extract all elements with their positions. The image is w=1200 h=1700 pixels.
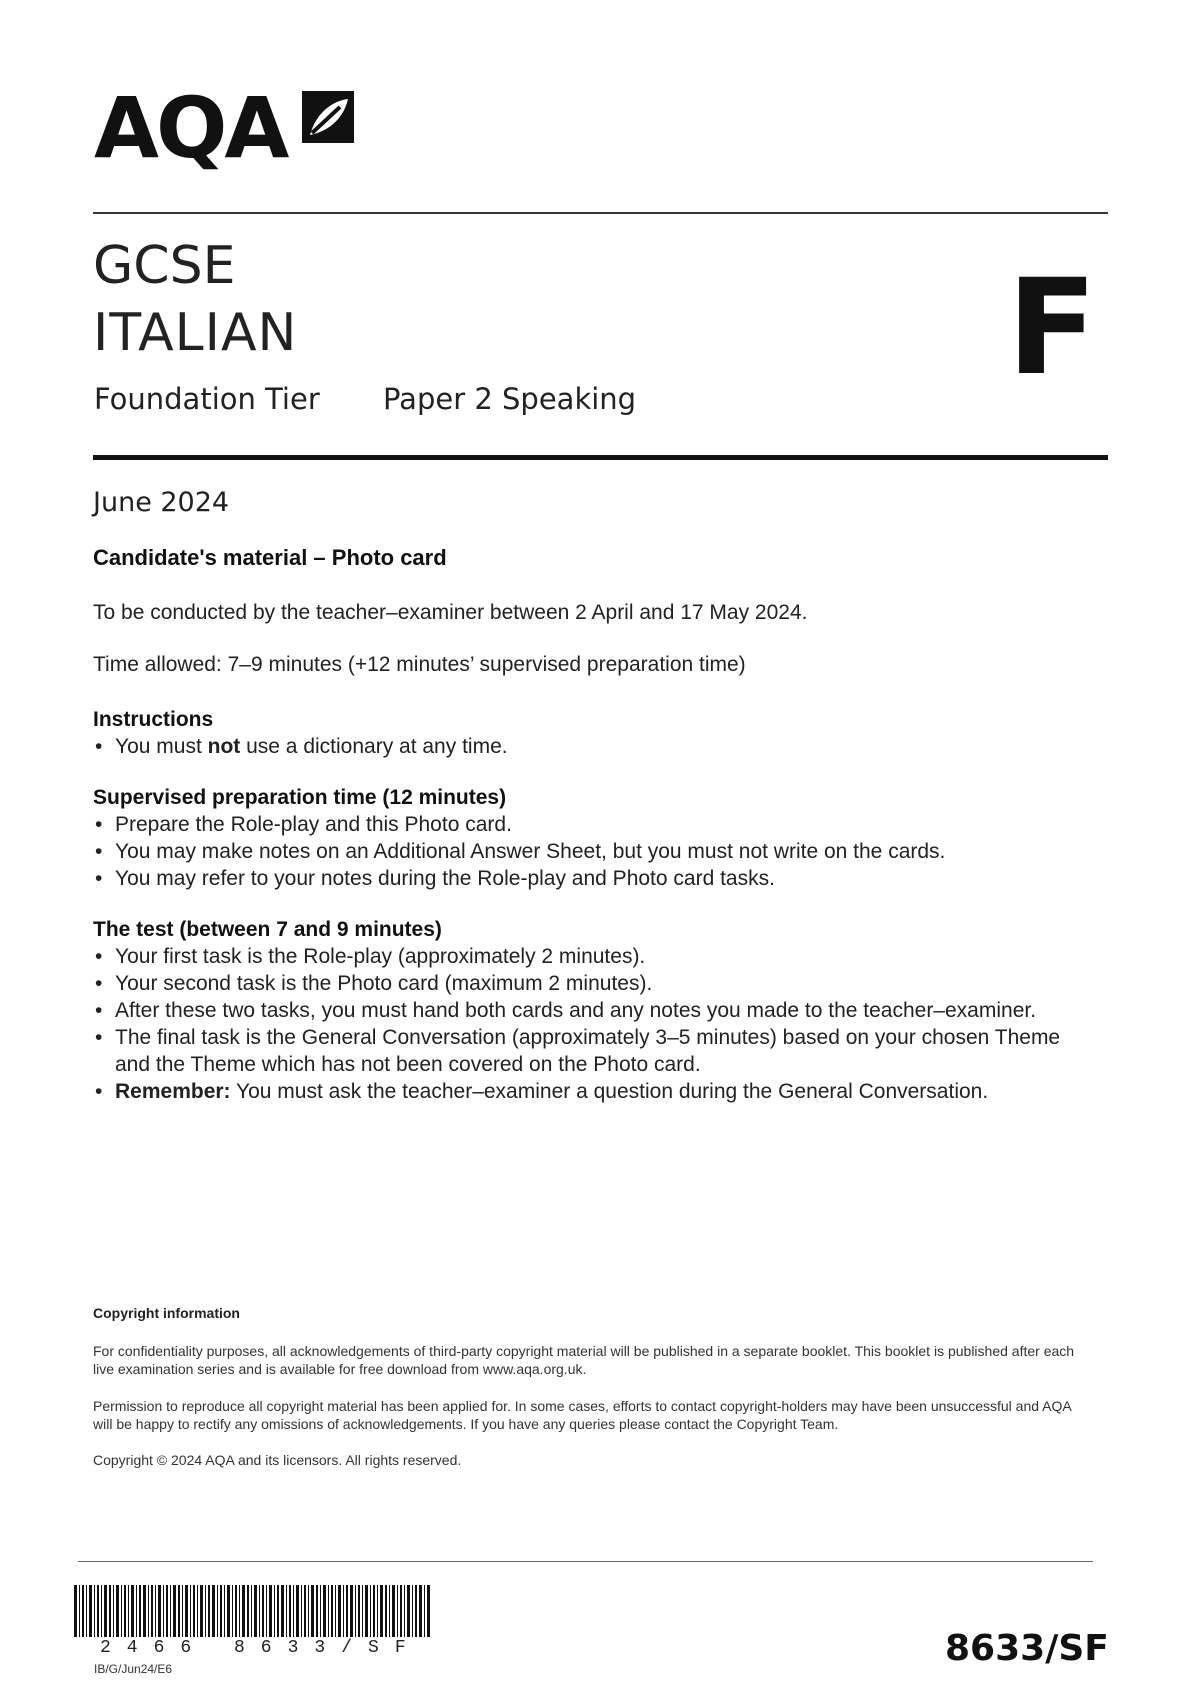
aqa-leaf-icon	[300, 89, 356, 145]
conduct-note: To be conducted by the teacher–examiner between 2 April and 17 May 2024.	[93, 601, 808, 624]
logo-text: AQA	[94, 79, 287, 177]
copyright-heading: Copyright information	[93, 1305, 240, 1321]
list-item: • After these two tasks, you must hand both cards and any notes you made to the teacher–examiner.	[93, 997, 1113, 1024]
list-item: • You may make notes on an Additional Answer Sheet, but you must not write on the cards.	[93, 838, 1113, 865]
paper-code: 8633/SF	[945, 1628, 1109, 1669]
instructions-list	[93, 733, 1113, 760]
footer-divider	[78, 1561, 1093, 1562]
test-list	[93, 943, 1113, 1105]
preparation-list	[93, 811, 1113, 892]
top-divider	[93, 212, 1108, 214]
instructions-heading: Instructions	[93, 708, 214, 731]
list-item: • The final task is the General Conversation (approximately 3–5 minutes) based on your chosen Theme and the Theme which has not been covered on the Photo card.	[93, 1024, 1075, 1078]
header-divider	[93, 455, 1108, 460]
test-section	[93, 916, 1113, 1105]
list-item: • Remember: You must ask the teacher–examiner a question during the General Conversation.	[93, 1078, 1113, 1105]
barcode-digits: 2466 8633/SF	[100, 1638, 422, 1658]
barcode	[74, 1585, 434, 1637]
list-item: • Prepare the Role-play and this Photo card.	[93, 811, 1113, 838]
tier-letter: F	[1007, 251, 1098, 405]
qualification-title: GCSE	[93, 236, 236, 296]
material-title: Candidate's material – Photo card	[93, 545, 447, 570]
instructions-section	[93, 706, 1113, 760]
list-item: • Your second task is the Photo card (maximum 2 minutes).	[93, 970, 1113, 997]
exam-date: June 2024	[93, 487, 230, 518]
copyright-para-2: Permission to reproduce all copyright material has been applied for. In some cases, efforts to contact copyright-holders may have been unsuccessful and AQA will be happy to rectify any omissions of acknowledgements. If you have any queries please contact the Copyright Team.	[93, 1398, 1071, 1432]
subject-title: ITALIAN	[93, 303, 298, 363]
time-allowed: Time allowed: 7–9 minutes (+12 minutes’ supervised preparation time)	[93, 653, 746, 676]
preparation-section	[93, 784, 1113, 892]
list-item: • Your first task is the Role-play (approximately 2 minutes).	[93, 943, 1113, 970]
paper-label: Paper 2 Speaking	[383, 382, 637, 416]
copyright-para-1: For confidentiality purposes, all acknowledgements of third-party copyright material will be published in a separate booklet. This booklet is published after each live examination series and is available for free download from www.aqa.org.uk.	[93, 1343, 1075, 1377]
preparation-heading: Supervised preparation time (12 minutes)	[93, 786, 507, 809]
aqa-logo	[94, 79, 287, 177]
ib-code: IB/G/Jun24/E6	[94, 1662, 173, 1676]
list-item: • You may refer to your notes during the Role-play and Photo card tasks.	[93, 865, 1113, 892]
list-item: • You must not use a dictionary at any time.	[93, 733, 1113, 760]
copyright-para-3: Copyright © 2024 AQA and its licensors. All rights reserved.	[93, 1452, 462, 1468]
test-heading: The test (between 7 and 9 minutes)	[93, 918, 442, 941]
tier-label: Foundation Tier	[94, 382, 320, 416]
